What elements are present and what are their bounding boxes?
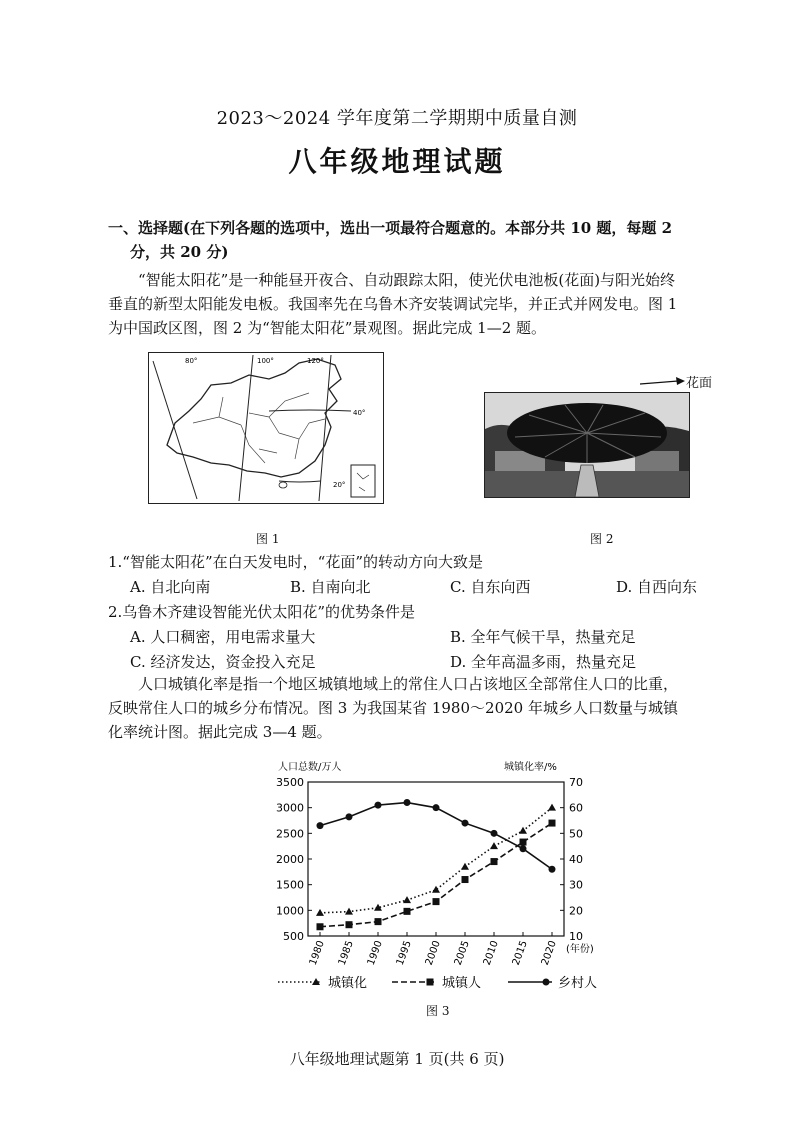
data-point-circle <box>462 820 469 827</box>
data-point-square <box>549 820 556 827</box>
left-axis-label: 人口总数/万人 <box>278 762 342 773</box>
data-point-triangle <box>403 896 411 903</box>
legend-marker-square <box>427 979 434 986</box>
data-point-triangle <box>432 886 440 893</box>
lat-label-20: 20° <box>333 481 346 489</box>
right-axis-tick-label: 30 <box>569 878 583 892</box>
data-point-circle <box>433 804 440 811</box>
data-point-square <box>520 839 527 846</box>
lon-label-120: 120° <box>307 357 324 365</box>
x-axis-tick-label: 2020 <box>539 939 559 967</box>
data-point-triangle <box>548 804 556 811</box>
data-point-circle <box>375 802 382 809</box>
exam-header: 2023～2024 学年度第二学期期中质量自测 <box>216 108 578 129</box>
series-line-square <box>320 823 552 927</box>
right-axis-tick-label: 60 <box>569 801 583 815</box>
left-axis-tick-label: 1500 <box>276 878 304 892</box>
x-axis-tick-label: 2015 <box>510 939 530 967</box>
question-2-option-c: C. 经济发达，资金投入充足 <box>130 653 316 671</box>
right-axis-label: 城镇化率/% <box>504 762 557 773</box>
right-axis-tick-label: 70 <box>569 776 583 789</box>
x-axis-label: (年份) <box>566 944 594 955</box>
solar-flower-graphic <box>485 393 689 497</box>
question-1-option-c: C. 自东向西 <box>450 578 531 596</box>
right-axis-tick-label: 50 <box>569 827 583 841</box>
left-axis-tick-label: 1000 <box>276 904 304 918</box>
left-axis-tick-label: 3500 <box>276 776 304 789</box>
left-axis-tick-label: 500 <box>283 930 304 943</box>
x-axis-tick-label: 2000 <box>423 939 443 967</box>
figure-1-china-map <box>148 352 384 504</box>
data-point-triangle <box>316 909 324 916</box>
x-axis-tick-label: 2005 <box>452 939 472 967</box>
question-1-stem: 1.“智能太阳花”在白天发电时，“花面”的转动方向大致是 <box>108 553 483 571</box>
right-axis-tick-label: 20 <box>569 904 583 918</box>
x-axis-tick-label: 1985 <box>336 939 356 967</box>
flower-face-label: 花面 <box>686 376 713 391</box>
data-point-circle <box>404 799 411 806</box>
legend-marker-circle <box>543 979 550 986</box>
data-point-circle <box>346 813 353 820</box>
series-line-circle <box>320 803 552 870</box>
left-axis-tick-label: 2500 <box>276 827 304 841</box>
question-2-option-a: A. 人口稠密，用电需求量大 <box>130 628 316 646</box>
data-point-circle <box>520 845 527 852</box>
lon-label-80: 80° <box>185 357 198 365</box>
x-axis-tick-label: 2010 <box>481 939 501 967</box>
x-axis-tick-label: 1980 <box>307 939 327 967</box>
data-point-square <box>317 923 324 930</box>
figure-3-caption: 图 3 <box>426 1004 450 1018</box>
right-axis-tick-label: 40 <box>569 853 583 866</box>
question-2-option-d: D. 全年高温多雨，热量充足 <box>450 653 637 671</box>
china-map-graphic <box>149 353 383 503</box>
question-2-stem: 2.乌鲁木齐建设智能光伏太阳花”的优势条件是 <box>108 603 415 621</box>
question-1-option-d: D. 自西向东 <box>616 578 698 596</box>
legend-label: 城镇人 <box>442 976 482 991</box>
data-point-circle <box>317 822 324 829</box>
question-1-option-b: B. 自南向北 <box>290 578 371 596</box>
figure-2-caption: 图 2 <box>590 532 614 546</box>
figure-1-caption: 图 1 <box>256 532 280 546</box>
figure-2-solar-flower-photo <box>484 392 690 498</box>
data-point-circle <box>491 830 498 837</box>
question-1-option-a: A. 自北向南 <box>130 578 211 596</box>
data-point-square <box>404 908 411 915</box>
flower-arrow <box>640 374 686 388</box>
page-footer: 八年级地理试题第 1 页(共 6 页) <box>289 1050 505 1068</box>
data-point-triangle <box>345 908 353 915</box>
legend-label: 乡村人 <box>558 976 598 991</box>
figure-3-chart <box>264 756 604 996</box>
lat-label-40: 40° <box>353 409 366 417</box>
series-line-triangle <box>320 808 552 913</box>
right-axis-tick-label: 10 <box>569 930 583 943</box>
lon-label-100: 100° <box>257 357 274 365</box>
section-heading <box>108 216 688 264</box>
passage-1: “智能太阳花”是一种能昼开夜合、自动跟踪太阳，使光伏电池板(花面)与阳光始终垂直的新型太阳能发电板。我国率先在乌鲁木齐安装调试完毕，并正式并网发电。图 1 为中国政区图，图 2 为“智能太阳花”景观图。据此完成 1—2 题。 <box>108 271 678 337</box>
passage-2: 人口城镇化率是指一个地区城镇地域上的常住人口占该地区全部常住人口的比重，反映常住人口的城乡分布情况。图 3 为我国某省 1980～2020 年城乡人口数量与城镇化率统计图。据此完成 3—4 题。 <box>108 675 679 741</box>
question-2-option-b: B. 全年气候干旱，热量充足 <box>450 628 636 646</box>
data-point-square <box>462 876 469 883</box>
left-axis-tick-label: 3000 <box>276 801 304 815</box>
data-point-square <box>346 921 353 928</box>
section-heading-line2: 分，共 20 分) <box>130 243 229 261</box>
data-point-circle <box>549 866 556 873</box>
legend-label: 城镇化 <box>328 976 368 991</box>
data-point-square <box>375 918 382 925</box>
data-point-square <box>491 858 498 865</box>
left-axis-tick-label: 2000 <box>276 853 304 866</box>
x-axis-tick-label: 1990 <box>365 939 385 967</box>
population-urbanization-chart <box>264 756 604 996</box>
x-axis-tick-label: 1995 <box>394 939 414 967</box>
data-point-square <box>433 898 440 905</box>
section-heading-line1: 一、选择题(在下列各题的选项中，选出一项最符合题意的。本部分共 10 题，每题 2 <box>108 219 673 237</box>
exam-title: 八年级地理试题 <box>288 145 506 178</box>
data-point-triangle <box>490 842 498 849</box>
